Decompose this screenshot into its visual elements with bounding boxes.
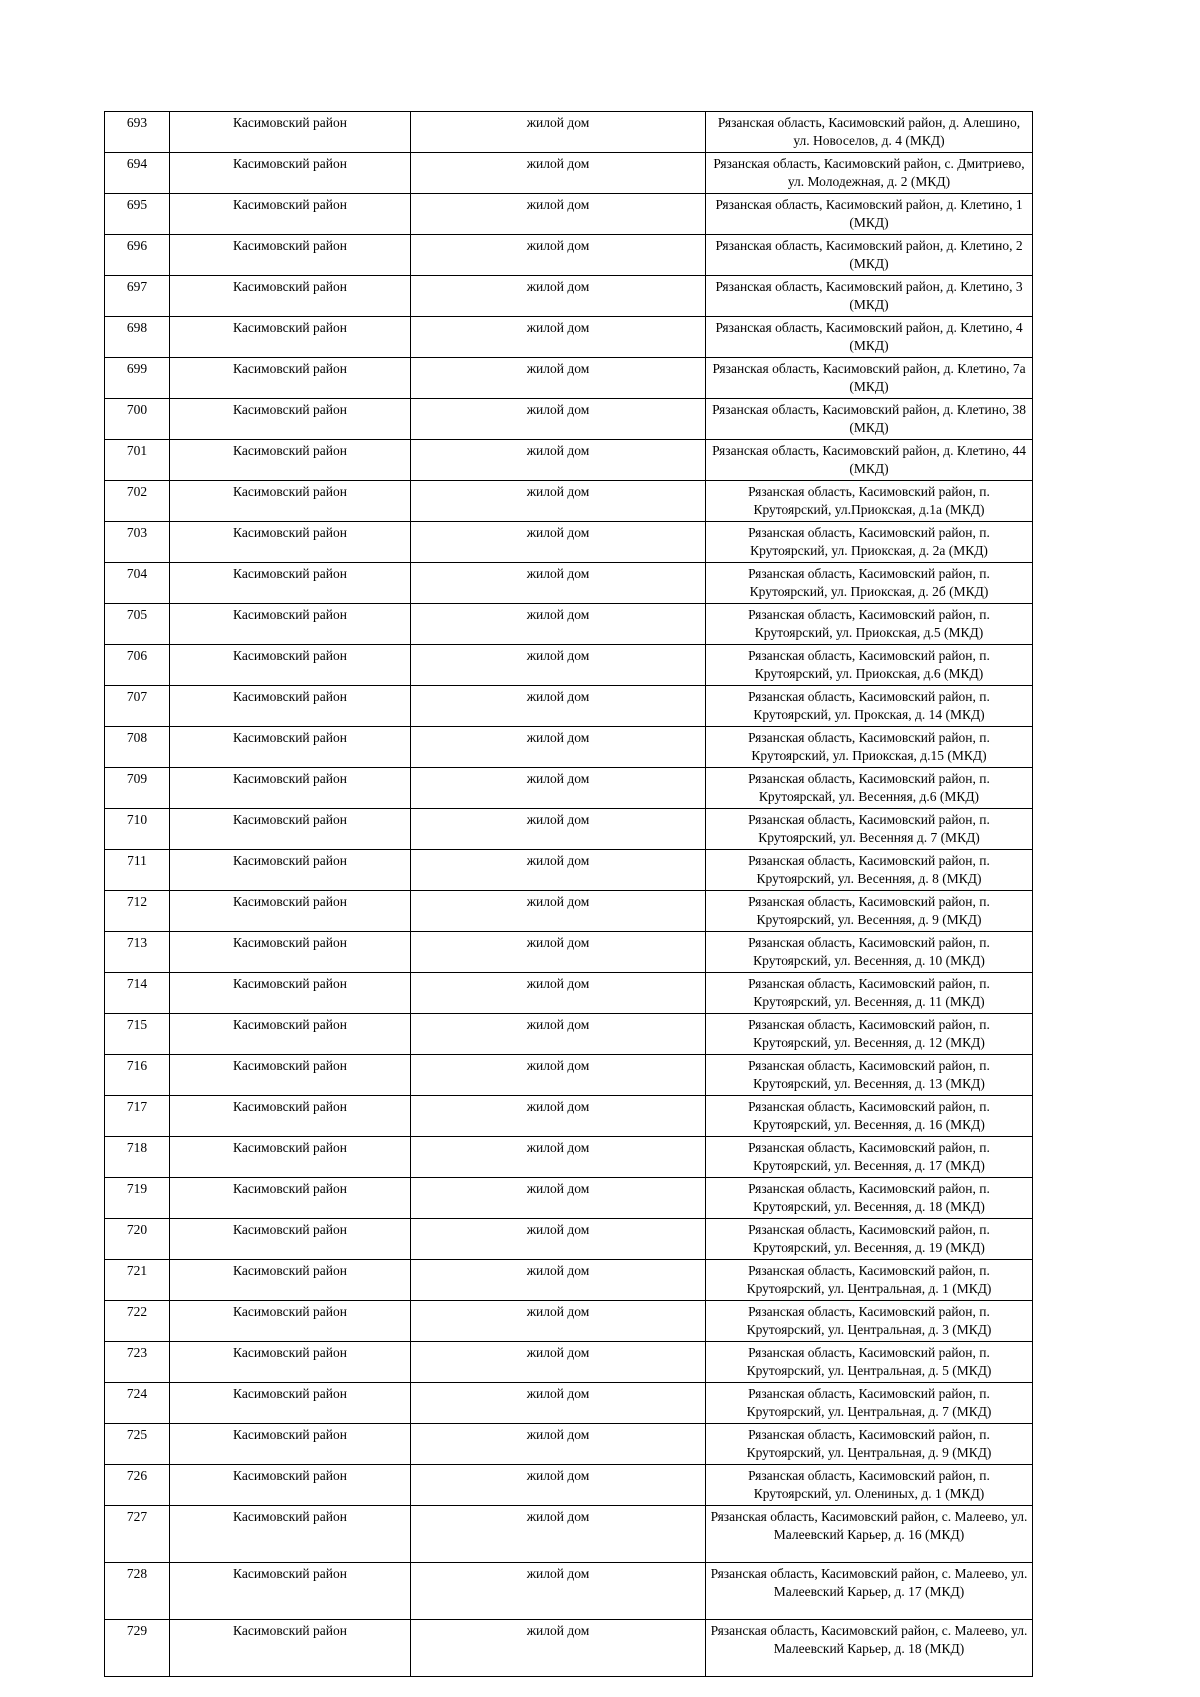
address-cell: Рязанская область, Касимовский район, п. Крутоярский, ул. Приокская, д. 2б (МКД) [706, 563, 1033, 604]
district-cell: Касимовский район [170, 932, 411, 973]
address-cell: Рязанская область, Касимовский район, п. Крутоярский, ул. Прокская, д. 14 (МКД) [706, 686, 1033, 727]
district-cell: Касимовский район [170, 481, 411, 522]
district-cell: Касимовский район [170, 1260, 411, 1301]
row-number-cell: 719 [105, 1178, 170, 1219]
address-cell: Рязанская область, Касимовский район, с. Дмитриево, ул. Молодежная, д. 2 (МКД) [706, 153, 1033, 194]
object-type-cell: жилой дом [411, 317, 706, 358]
table-row [105, 973, 1033, 1014]
table-row [105, 358, 1033, 399]
object-type-cell: жилой дом [411, 645, 706, 686]
table-row [105, 194, 1033, 235]
registry-body [105, 112, 1033, 1677]
district-cell: Касимовский район [170, 1465, 411, 1506]
table-row [105, 686, 1033, 727]
table-row [105, 1096, 1033, 1137]
table-row [105, 317, 1033, 358]
object-type-cell: жилой дом [411, 686, 706, 727]
table-row [105, 440, 1033, 481]
object-type-cell: жилой дом [411, 1301, 706, 1342]
address-cell: Рязанская область, Касимовский район, п. Крутоярский, ул. Весенняя, д. 9 (МКД) [706, 891, 1033, 932]
address-cell: Рязанская область, Касимовский район, п. Крутоярский, ул. Приокская, д.5 (МКД) [706, 604, 1033, 645]
object-type-cell: жилой дом [411, 399, 706, 440]
address-cell: Рязанская область, Касимовский район, п. Крутоярский, ул. Олениных, д. 1 (МКД) [706, 1465, 1033, 1506]
object-type-cell: жилой дом [411, 481, 706, 522]
address-cell: Рязанская область, Касимовский район, с. Малеево, ул. Малеевский Карьер, д. 16 (МКД) [706, 1506, 1033, 1563]
object-type-cell: жилой дом [411, 440, 706, 481]
address-cell: Рязанская область, Касимовский район, п. Крутоярскай, ул. Весенняя, д.6 (МКД) [706, 768, 1033, 809]
district-cell: Касимовский район [170, 604, 411, 645]
district-cell: Касимовский район [170, 850, 411, 891]
district-cell: Касимовский район [170, 276, 411, 317]
district-cell: Касимовский район [170, 1506, 411, 1563]
object-type-cell: жилой дом [411, 891, 706, 932]
address-cell: Рязанская область, Касимовский район, п. Крутоярский, ул. Весенняя, д. 8 (МКД) [706, 850, 1033, 891]
table-row [105, 481, 1033, 522]
address-cell: Рязанская область, Касимовский район, п. Крутоярский, ул. Весенняя, д. 19 (МКД) [706, 1219, 1033, 1260]
object-type-cell: жилой дом [411, 1342, 706, 1383]
row-number-cell: 711 [105, 850, 170, 891]
address-cell: Рязанская область, Касимовский район, д. Клетино, 3 (МКД) [706, 276, 1033, 317]
row-number-cell: 704 [105, 563, 170, 604]
object-type-cell: жилой дом [411, 1506, 706, 1563]
row-number-cell: 708 [105, 727, 170, 768]
object-type-cell: жилой дом [411, 604, 706, 645]
district-cell: Касимовский район [170, 235, 411, 276]
address-cell: Рязанская область, Касимовский район, д. Клетино, 4 (МКД) [706, 317, 1033, 358]
row-number-cell: 695 [105, 194, 170, 235]
object-type-cell: жилой дом [411, 850, 706, 891]
row-number-cell: 705 [105, 604, 170, 645]
row-number-cell: 698 [105, 317, 170, 358]
row-number-cell: 728 [105, 1563, 170, 1620]
district-cell: Касимовский район [170, 153, 411, 194]
address-cell: Рязанская область, Касимовский район, д. Клетино, 38 (МКД) [706, 399, 1033, 440]
row-number-cell: 702 [105, 481, 170, 522]
object-type-cell: жилой дом [411, 809, 706, 850]
district-cell: Касимовский район [170, 563, 411, 604]
table-row [105, 153, 1033, 194]
object-type-cell: жилой дом [411, 768, 706, 809]
object-type-cell: жилой дом [411, 112, 706, 153]
district-cell: Касимовский район [170, 645, 411, 686]
object-type-cell: жилой дом [411, 358, 706, 399]
address-cell: Рязанская область, Касимовский район, д. Клетино, 2 (МКД) [706, 235, 1033, 276]
address-cell: Рязанская область, Касимовский район, п. Крутоярский, ул. Приокская, д. 2а (МКД) [706, 522, 1033, 563]
row-number-cell: 707 [105, 686, 170, 727]
row-number-cell: 723 [105, 1342, 170, 1383]
row-number-cell: 710 [105, 809, 170, 850]
row-number-cell: 727 [105, 1506, 170, 1563]
row-number-cell: 712 [105, 891, 170, 932]
district-cell: Касимовский район [170, 686, 411, 727]
object-type-cell: жилой дом [411, 727, 706, 768]
district-cell: Касимовский район [170, 358, 411, 399]
table-row [105, 235, 1033, 276]
district-cell: Касимовский район [170, 1137, 411, 1178]
address-cell: Рязанская область, Касимовский район, п. Крутоярский, ул. Весенняя д. 7 (МКД) [706, 809, 1033, 850]
district-cell: Касимовский район [170, 973, 411, 1014]
row-number-cell: 693 [105, 112, 170, 153]
row-number-cell: 713 [105, 932, 170, 973]
district-cell: Касимовский район [170, 440, 411, 481]
object-type-cell: жилой дом [411, 1014, 706, 1055]
district-cell: Касимовский район [170, 1014, 411, 1055]
table-row [105, 563, 1033, 604]
object-type-cell: жилой дом [411, 973, 706, 1014]
district-cell: Касимовский район [170, 1342, 411, 1383]
object-type-cell: жилой дом [411, 1219, 706, 1260]
address-cell: Рязанская область, Касимовский район, п. Крутоярский, ул. Приокская, д.6 (МКД) [706, 645, 1033, 686]
object-type-cell: жилой дом [411, 1620, 706, 1677]
row-number-cell: 720 [105, 1219, 170, 1260]
table-row [105, 276, 1033, 317]
table-row [105, 1055, 1033, 1096]
table-row [105, 809, 1033, 850]
address-cell: Рязанская область, Касимовский район, п. Крутоярский, ул.Приокская, д.1а (МКД) [706, 481, 1033, 522]
address-cell: Рязанская область, Касимовский район, с. Малеево, ул. Малеевский Карьер, д. 17 (МКД) [706, 1563, 1033, 1620]
row-number-cell: 724 [105, 1383, 170, 1424]
table-row [105, 850, 1033, 891]
row-number-cell: 701 [105, 440, 170, 481]
object-type-cell: жилой дом [411, 153, 706, 194]
table-row [105, 768, 1033, 809]
row-number-cell: 725 [105, 1424, 170, 1465]
district-cell: Касимовский район [170, 1178, 411, 1219]
object-type-cell: жилой дом [411, 522, 706, 563]
district-cell: Касимовский район [170, 1219, 411, 1260]
address-cell: Рязанская область, Касимовский район, п. Крутоярский, ул. Центральная, д. 1 (МКД) [706, 1260, 1033, 1301]
table-row [105, 1137, 1033, 1178]
table-row [105, 891, 1033, 932]
object-type-cell: жилой дом [411, 1096, 706, 1137]
district-cell: Касимовский район [170, 1301, 411, 1342]
row-number-cell: 699 [105, 358, 170, 399]
address-cell: Рязанская область, Касимовский район, д. Клетино, 7а (МКД) [706, 358, 1033, 399]
object-type-cell: жилой дом [411, 1137, 706, 1178]
district-cell: Касимовский район [170, 1055, 411, 1096]
district-cell: Касимовский район [170, 317, 411, 358]
district-cell: Касимовский район [170, 194, 411, 235]
table-row [105, 1424, 1033, 1465]
row-number-cell: 726 [105, 1465, 170, 1506]
district-cell: Касимовский район [170, 1563, 411, 1620]
table-row [105, 727, 1033, 768]
table-row [105, 522, 1033, 563]
row-number-cell: 706 [105, 645, 170, 686]
row-number-cell: 721 [105, 1260, 170, 1301]
district-cell: Касимовский район [170, 768, 411, 809]
row-number-cell: 696 [105, 235, 170, 276]
object-type-cell: жилой дом [411, 1563, 706, 1620]
table-row [105, 1219, 1033, 1260]
district-cell: Касимовский район [170, 1424, 411, 1465]
row-number-cell: 716 [105, 1055, 170, 1096]
row-number-cell: 714 [105, 973, 170, 1014]
address-cell: Рязанская область, Касимовский район, д. Клетино, 1 (МКД) [706, 194, 1033, 235]
table-row [105, 1465, 1033, 1506]
row-number-cell: 715 [105, 1014, 170, 1055]
table-row [105, 604, 1033, 645]
row-number-cell: 694 [105, 153, 170, 194]
address-cell: Рязанская область, Касимовский район, п. Крутоярский, ул. Весенняя, д. 13 (МКД) [706, 1055, 1033, 1096]
district-cell: Касимовский район [170, 809, 411, 850]
object-type-cell: жилой дом [411, 1178, 706, 1219]
district-cell: Касимовский район [170, 112, 411, 153]
address-cell: Рязанская область, Касимовский район, п. Крутоярский, ул. Центральная, д. 3 (МКД) [706, 1301, 1033, 1342]
table-row [105, 1620, 1033, 1677]
row-number-cell: 722 [105, 1301, 170, 1342]
district-cell: Касимовский район [170, 522, 411, 563]
table-row [105, 1342, 1033, 1383]
row-number-cell: 729 [105, 1620, 170, 1677]
address-cell: Рязанская область, Касимовский район, п. Крутоярский, ул. Весенняя, д. 12 (МКД) [706, 1014, 1033, 1055]
address-cell: Рязанская область, Касимовский район, д. Клетино, 44 (МКД) [706, 440, 1033, 481]
object-type-cell: жилой дом [411, 1055, 706, 1096]
object-type-cell: жилой дом [411, 276, 706, 317]
district-cell: Касимовский район [170, 1620, 411, 1677]
object-type-cell: жилой дом [411, 194, 706, 235]
row-number-cell: 717 [105, 1096, 170, 1137]
object-type-cell: жилой дом [411, 1260, 706, 1301]
object-type-cell: жилой дом [411, 235, 706, 276]
object-type-cell: жилой дом [411, 1424, 706, 1465]
address-cell: Рязанская область, Касимовский район, п. Крутоярский, ул. Весенняя, д. 10 (МКД) [706, 932, 1033, 973]
row-number-cell: 709 [105, 768, 170, 809]
table-row [105, 1014, 1033, 1055]
district-cell: Касимовский район [170, 399, 411, 440]
address-cell: Рязанская область, Касимовский район, с. Малеево, ул. Малеевский Карьер, д. 18 (МКД) [706, 1620, 1033, 1677]
address-cell: Рязанская область, Касимовский район, п. Крутоярский, ул. Приокская, д.15 (МКД) [706, 727, 1033, 768]
row-number-cell: 697 [105, 276, 170, 317]
district-cell: Касимовский район [170, 1096, 411, 1137]
address-cell: Рязанская область, Касимовский район, п. Крутоярский, ул. Весенняя, д. 17 (МКД) [706, 1137, 1033, 1178]
address-cell: Рязанская область, Касимовский район, п. Крутоярский, ул. Центральная, д. 9 (МКД) [706, 1424, 1033, 1465]
table-row [105, 399, 1033, 440]
address-cell: Рязанская область, Касимовский район, п. Крутоярский, ул. Центральная, д. 7 (МКД) [706, 1383, 1033, 1424]
object-type-cell: жилой дом [411, 932, 706, 973]
table-row [105, 112, 1033, 153]
housing-registry-table [104, 111, 1033, 1677]
table-row [105, 1563, 1033, 1620]
object-type-cell: жилой дом [411, 1383, 706, 1424]
address-cell: Рязанская область, Касимовский район, п. Крутоярский, ул. Весенняя, д. 11 (МКД) [706, 973, 1033, 1014]
table-row [105, 932, 1033, 973]
district-cell: Касимовский район [170, 727, 411, 768]
district-cell: Касимовский район [170, 1383, 411, 1424]
row-number-cell: 703 [105, 522, 170, 563]
table-row [105, 1260, 1033, 1301]
table-row [105, 1178, 1033, 1219]
table-row [105, 645, 1033, 686]
address-cell: Рязанская область, Касимовский район, п. Крутоярский, ул. Центральная, д. 5 (МКД) [706, 1342, 1033, 1383]
row-number-cell: 718 [105, 1137, 170, 1178]
table-row [105, 1506, 1033, 1563]
table-row [105, 1383, 1033, 1424]
table-row [105, 1301, 1033, 1342]
address-cell: Рязанская область, Касимовский район, д. Алешино, ул. Новоселов, д. 4 (МКД) [706, 112, 1033, 153]
address-cell: Рязанская область, Касимовский район, п. Крутоярский, ул. Весенняя, д. 16 (МКД) [706, 1096, 1033, 1137]
object-type-cell: жилой дом [411, 1465, 706, 1506]
object-type-cell: жилой дом [411, 563, 706, 604]
district-cell: Касимовский район [170, 891, 411, 932]
row-number-cell: 700 [105, 399, 170, 440]
address-cell: Рязанская область, Касимовский район, п. Крутоярский, ул. Весенняя, д. 18 (МКД) [706, 1178, 1033, 1219]
